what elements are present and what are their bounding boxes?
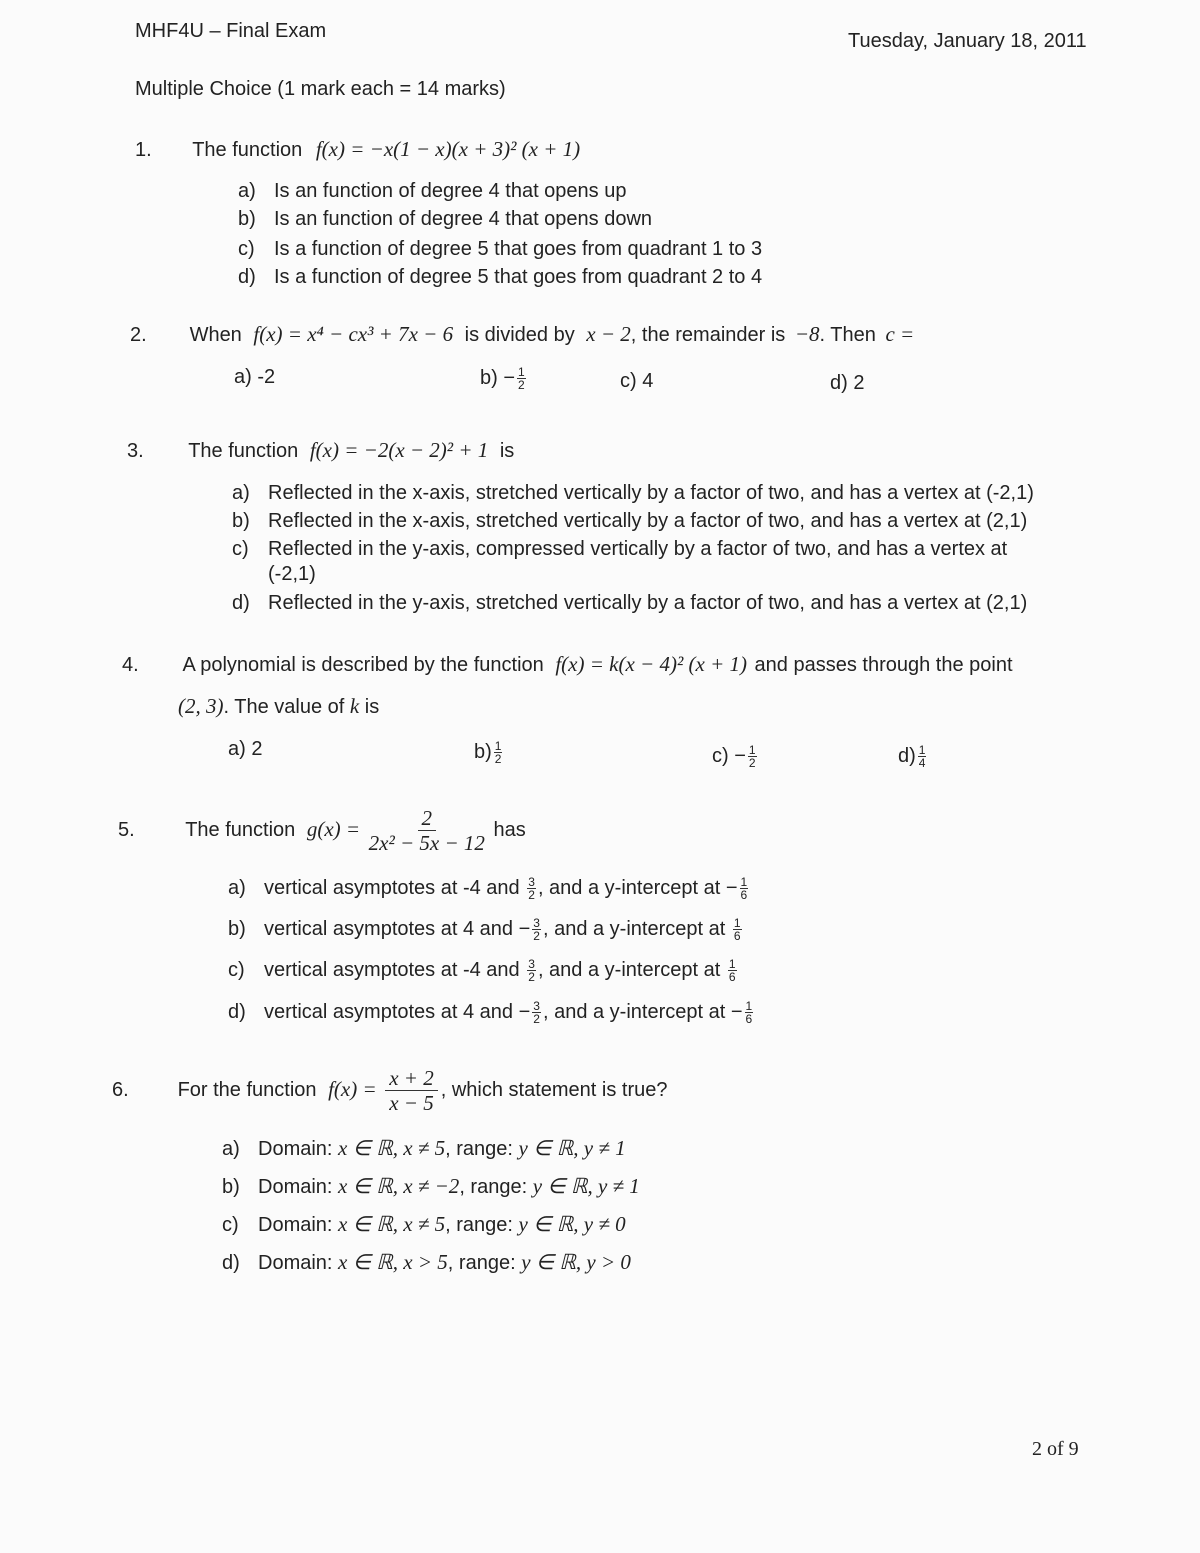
option-letter: d) (228, 1000, 246, 1023)
option-text: b) (474, 740, 492, 763)
option-letter: a) (228, 876, 246, 899)
question-stem: is divided by (464, 324, 575, 346)
option-text: Is an function of degree 4 that opens up (274, 180, 627, 202)
q5-option-b[interactable]: b) vertical asymptotes at 4 and − $\frac{3}{2}$ , and a y-intercept at $\frac{1}{6}$ (228, 916, 741, 943)
option-text: c) − (712, 744, 746, 767)
q5-option-a[interactable]: a) vertical asymptotes at -4 and $\frac{3}{2}$ , and a y-intercept at − $\frac{1}{6}$ (228, 875, 748, 902)
question-2 (130, 322, 914, 347)
q6-option-d[interactable]: d) Domain: x ∈ ℝ, x > 5, range: y ∈ ℝ, y > 0 (222, 1250, 631, 1274)
option-text: Reflected in the y-axis, stretched vertically by a factor of two, and has a vertex at (2,1) (268, 592, 1028, 614)
question-stem: . Then (819, 324, 876, 346)
q5-option-d[interactable]: d) vertical asymptotes at 4 and − $\frac{3}{2}$ , and a y-intercept at − $\frac{1}{6}$ (228, 999, 753, 1026)
q3-option-c[interactable] (232, 538, 1007, 561)
section-title: Multiple Choice (1 mark each = 14 marks) (135, 78, 506, 100)
option-text: Is an function of degree 4 that opens down (274, 208, 653, 230)
function-expression: f(x) = k(x − 4)² (x + 1) (555, 652, 747, 676)
fraction: $\frac{1}{6}$ (733, 916, 741, 943)
option-letter: c) (228, 958, 245, 981)
question-number: 1. (135, 139, 152, 161)
option-letter: d) (238, 266, 256, 288)
option-letter: d) (222, 1252, 240, 1274)
question-number: 2. (130, 324, 147, 346)
fraction: $\frac{3}{2}$ (533, 999, 540, 1026)
question-number: 5. (118, 818, 135, 841)
unknown-k: k (349, 694, 360, 718)
function-expression: f(x) = x⁴ − cx³ + 7x − 6 (253, 322, 454, 346)
question-stem: is (499, 440, 515, 462)
q2-option-d[interactable]: d) 2 (830, 372, 865, 394)
q1-option-d[interactable] (238, 266, 762, 289)
fraction: $\frac{1}{6}$ (745, 999, 753, 1026)
q1-option-b[interactable] (238, 208, 652, 231)
fraction: $\frac{1}{6}$ (728, 957, 736, 984)
option-text: vertical asymptotes at 4 and (264, 1000, 514, 1023)
option-letter: a) (222, 1138, 240, 1160)
exam-date: Tuesday, January 18, 2011 (848, 30, 1087, 52)
rational-function-fraction: $\frac{x + 2}{x - 5}$ (385, 1066, 438, 1115)
question-stem: A polynomial is described by the function (182, 654, 544, 676)
question-5 (118, 806, 526, 855)
option-text: vertical asymptotes at 4 and (264, 917, 514, 940)
question-1 (135, 137, 580, 162)
question-3 (127, 438, 514, 463)
q5-option-c[interactable]: c) vertical asymptotes at -4 and $\frac{3}{2}$ , and a y-intercept at $\frac{1}{6}$ (228, 957, 736, 984)
remainder-value: −8 (794, 322, 820, 346)
question-stem: has (493, 818, 526, 841)
option-letter: d) (232, 592, 250, 614)
option-text: b) − (480, 366, 516, 389)
q4-option-c[interactable] (712, 744, 759, 769)
function-lhs: g(x) = (306, 816, 361, 841)
question-stem: The function (188, 440, 299, 462)
option-letter: b) (222, 1176, 240, 1198)
question-stem: The function (185, 818, 296, 841)
q6-option-a[interactable]: a) Domain: x ∈ ℝ, x ≠ 5, range: y ∈ ℝ, y ≠ 1 (222, 1136, 626, 1160)
q2-option-a[interactable]: a) -2 (234, 366, 276, 388)
question-6 (112, 1066, 668, 1115)
point-coordinates: (2, 3) (178, 694, 224, 718)
q3-option-a[interactable] (232, 482, 1034, 505)
fraction: $\frac{1}{2}$ (518, 365, 525, 392)
q1-option-a[interactable] (238, 180, 626, 203)
question-stem: When (189, 324, 242, 346)
option-letter: a) (232, 482, 250, 504)
question-number: 4. (122, 654, 139, 676)
fraction: $\frac{3}{2}$ (533, 916, 540, 943)
option-text: vertical asymptotes at -4 and (264, 958, 520, 981)
option-letter: c) (232, 538, 249, 560)
fraction: $\frac{1}{6}$ (740, 875, 748, 902)
function-lhs: f(x) = (328, 1076, 377, 1101)
function-expression: f(x) = −x(1 − x)(x + 3)² (x + 1) (315, 137, 581, 161)
q2-option-b[interactable] (480, 366, 528, 391)
option-text: Reflected in the x-axis, stretched vertically by a factor of two, and has a vertex at (2,1) (268, 510, 1028, 532)
option-text: Is a function of degree 5 that goes from quadrant 1 to 3 (274, 238, 763, 260)
option-text: Is a function of degree 5 that goes from quadrant 2 to 4 (274, 266, 763, 288)
option-letter: b) (238, 208, 256, 230)
question-4-line-2 (178, 694, 379, 719)
q3-option-d[interactable] (232, 592, 1027, 615)
q4-option-a[interactable]: a) 2 (228, 738, 263, 760)
fraction: $\frac{3}{2}$ (528, 957, 535, 984)
option-letter: b) (228, 917, 246, 940)
fraction: $\frac{3}{2}$ (528, 875, 535, 902)
option-text: d) (898, 744, 916, 767)
q6-option-c[interactable]: c) Domain: x ∈ ℝ, x ≠ 5, range: y ∈ ℝ, y ≠ 0 (222, 1212, 626, 1236)
page-number: 2 of 9 (1032, 1438, 1079, 1460)
question-stem: . The value of (223, 696, 345, 718)
question-number: 6. (112, 1078, 129, 1101)
question-stem: , which statement is true? (440, 1078, 668, 1101)
question-stem: The function (192, 139, 303, 161)
q4-option-d[interactable] (898, 744, 928, 769)
fraction: $\frac{1}{2}$ (748, 743, 756, 770)
q3-option-b[interactable] (232, 510, 1027, 533)
q6-option-b[interactable]: b) Domain: x ∈ ℝ, x ≠ −2, range: y ∈ ℝ, y ≠ 1 (222, 1174, 640, 1198)
q2-option-c[interactable]: c) 4 (620, 370, 654, 392)
question-4 (122, 652, 1013, 677)
option-letter: a) (238, 180, 256, 202)
q1-option-c[interactable] (238, 238, 762, 261)
option-letter: c) (238, 238, 255, 260)
option-text: Reflected in the x-axis, stretched vertically by a factor of two, and has a vertex at (-2,1) (268, 482, 1034, 504)
option-letter: c) (222, 1214, 239, 1236)
fraction: $\frac{1}{2}$ (494, 739, 502, 766)
question-stem: and passes through the point (754, 654, 1013, 676)
q4-option-b[interactable] (474, 740, 504, 765)
course-title: MHF4U – Final Exam (135, 20, 327, 42)
option-text: vertical asymptotes at -4 and (264, 876, 520, 899)
function-expression: f(x) = −2(x − 2)² + 1 (309, 438, 489, 462)
question-stem: is (364, 696, 380, 718)
divisor-expression: x − 2 (586, 322, 631, 346)
q3-option-c-continued: (-2,1) (268, 563, 316, 585)
question-stem: , the remainder is (630, 324, 786, 346)
question-stem: For the function (177, 1078, 317, 1101)
option-letter: b) (232, 510, 250, 532)
option-text: Reflected in the y-axis, compressed vertically by a factor of two, and has a vertex at (268, 538, 1008, 560)
fraction: $\frac{1}{4}$ (918, 743, 926, 770)
unknown-c: c = (885, 322, 915, 346)
question-number: 3. (127, 440, 144, 462)
rational-function-fraction: $\frac{2}{\text{2x² − 5x − 12}}$ (368, 806, 485, 856)
